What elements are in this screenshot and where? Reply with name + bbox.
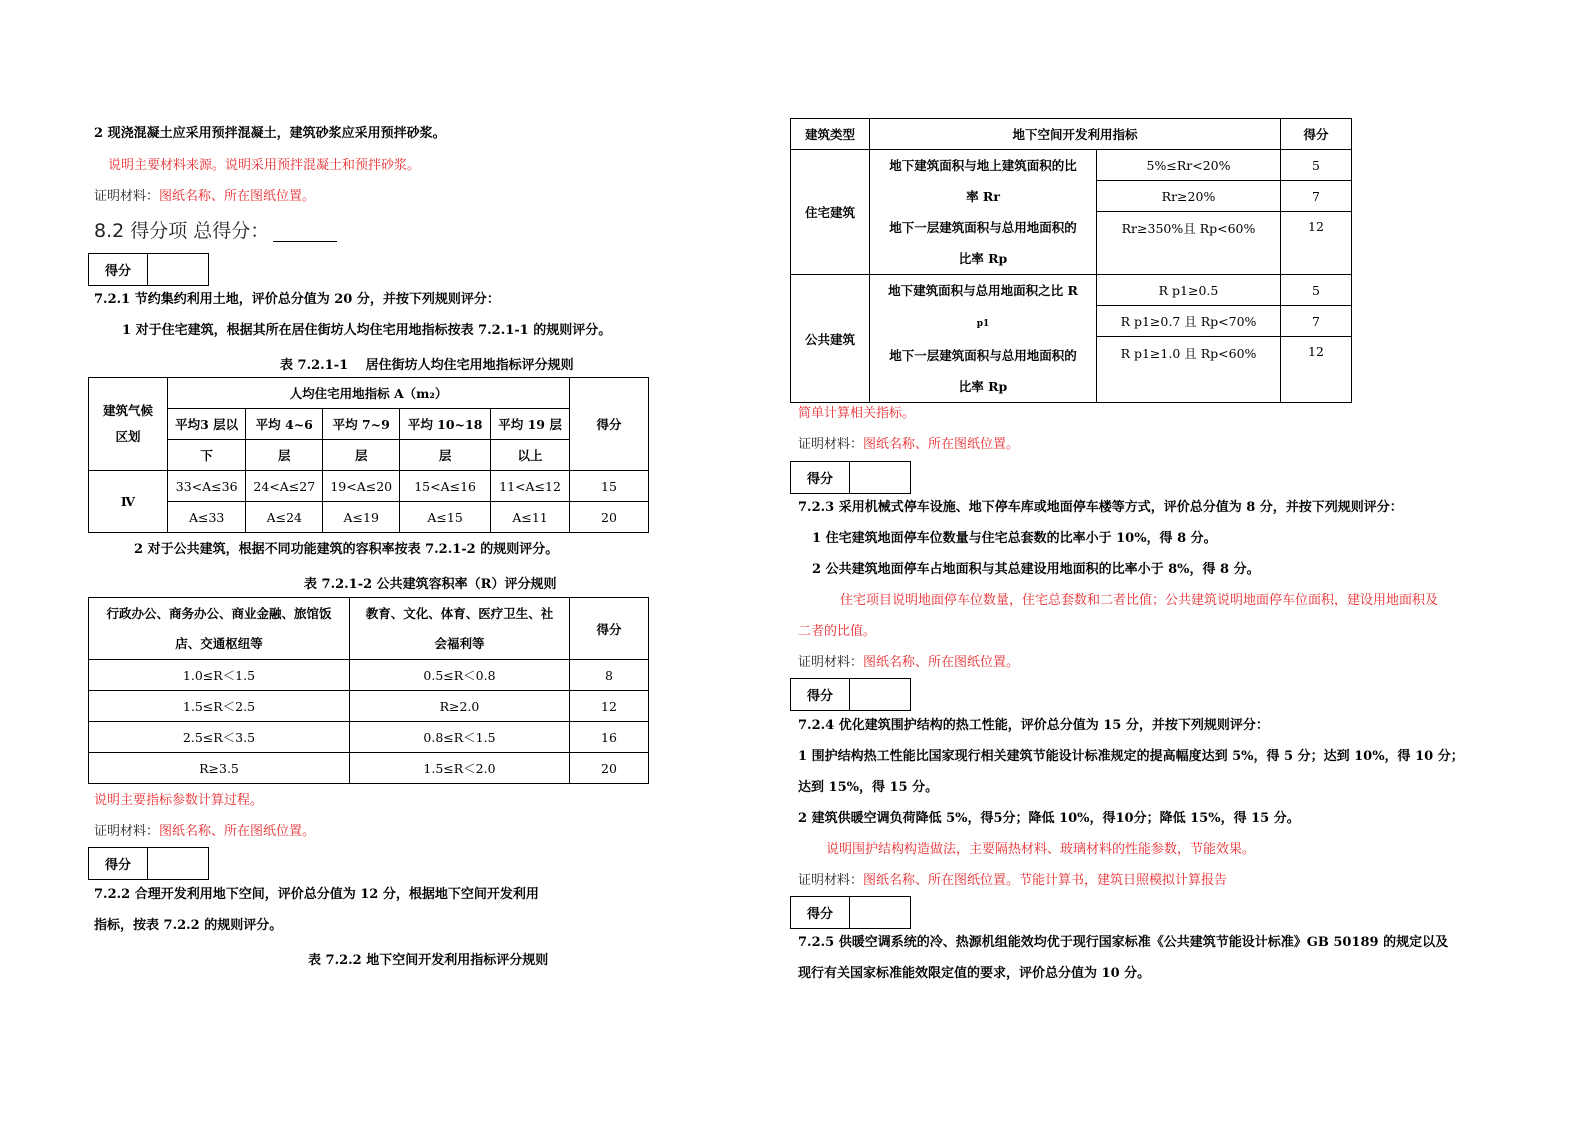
t1-col-2: 平均 4~6: [246, 409, 323, 440]
t3-header-score: 得分: [1281, 119, 1352, 150]
t2-cell: 1.0≤R＜1.5: [89, 660, 350, 691]
proof-text: 图纸名称、所在图纸位置。: [159, 189, 316, 204]
t1-col-3: 平均 7~9: [323, 409, 400, 440]
t1-col-1b: 下: [168, 440, 246, 471]
t2-cell: R≥2.0: [350, 691, 570, 722]
score-input[interactable]: [850, 897, 910, 928]
table-7-2-1-1: [88, 377, 649, 533]
t2-header-2: 教育、文化、体育、医疗卫生、社 会福利等: [350, 598, 570, 660]
clause-7-2-1: 7.2.1 节约集约利用土地，评价总分值为 20 分，并按下列规则评分：: [94, 292, 500, 307]
t1-col-5b: 以上: [491, 440, 570, 471]
score-label: 得分: [89, 254, 148, 285]
clause-7-2-4: 7.2.4 优化建筑围护结构的热工性能，评价总分值为 15 分，并按下列规则评分：: [798, 718, 1269, 733]
t1-cell: 11<A≤12: [491, 471, 570, 502]
score-input[interactable]: [850, 679, 910, 710]
t1-header-score: 得分: [570, 378, 649, 471]
score-box-3: 得分: [790, 461, 911, 494]
t1-cell: 24<A≤27: [246, 471, 323, 502]
clause-7-2-3-item2: 2 公共建筑地面停车占地面积与其总建设用地面积的比率小于 8%，得 8 分。: [812, 562, 1260, 577]
score-box-2: 得分: [88, 847, 209, 880]
clause-7-2-4-item2: 2 建筑供暖空调负荷降低 5%，得5分；降低 10%，得10分；降低 15%，得 15 分。: [798, 811, 1300, 826]
t3-cell: R p1≥0.7 且 Rp<70%: [1097, 306, 1281, 337]
score-input[interactable]: [148, 254, 208, 285]
t3-cell: Rr≥350%且 Rp<60%: [1097, 212, 1281, 275]
proof-line-3: 证明材料：图纸名称、所在图纸位置。: [798, 437, 1020, 452]
t2-cell: 12: [570, 691, 649, 722]
t2-header-1: 行政办公、商务办公、商业金融、旅馆饭 店、交通枢纽等: [89, 598, 350, 660]
t1-cell: A≤33: [168, 502, 246, 533]
note-simple-calc: 简单计算相关指标。: [798, 406, 916, 421]
t3-cell: 12: [1281, 212, 1352, 275]
score-input[interactable]: [148, 848, 208, 879]
t3-header-index: 地下空间开发利用指标: [870, 119, 1281, 150]
note-materials: 说明主要材料来源。说明采用预拌混凝土和预拌砂浆。: [108, 158, 421, 173]
t2-cell: R≥3.5: [89, 753, 350, 784]
t2-cell: 2.5≤R＜3.5: [89, 722, 350, 753]
clause-7-2-5-b: 现行有关国家标准能效限定值的要求，评价总分值为 10 分。: [798, 966, 1151, 981]
t1-header-group: 人均住宅用地指标 A（m₂）: [168, 378, 570, 409]
note-parking-b: 二者的比值。: [798, 624, 877, 639]
t1-col-4: 平均 10~18: [400, 409, 491, 440]
clause-7-2-3-item1: 1 住宅建筑地面停车位数量与住宅总套数的比率小于 10%，得 8 分。: [812, 531, 1217, 546]
clause-7-2-2-b: 指标，按表 7.2.2 的规则评分。: [94, 918, 283, 933]
clause-7-2-5-a: 7.2.5 供暖空调系统的冷、热源机组能效均优于现行国家标准《公共建筑节能设计标准》GB 50189 的规定以及: [798, 935, 1449, 950]
proof-line-4: 证明材料：图纸名称、所在图纸位置。: [798, 655, 1020, 670]
t1-cell: A≤24: [246, 502, 323, 533]
proof-line-2: 证明材料：图纸名称、所在图纸位置。: [94, 824, 316, 839]
t2-cell: 20: [570, 753, 649, 784]
score-input[interactable]: [850, 462, 910, 493]
t1-col-4b: 层: [400, 440, 491, 471]
t3-cell: R p1≥0.5: [1097, 275, 1281, 306]
section-title: [94, 220, 337, 242]
t1-cell: 19<A≤20: [323, 471, 400, 502]
t2-cell: 1.5≤R＜2.5: [89, 691, 350, 722]
table-7-2-1-2: [88, 597, 649, 784]
t1-zone: Ⅳ: [89, 471, 168, 533]
t1-header-zone: 建筑气候 区划: [89, 378, 168, 471]
table-7-2-1-2-caption: 表 7.2.1-2 公共建筑容积率（R）评分规则: [304, 577, 557, 592]
clause-7-2-4-item1b: 达到 15%，得 15 分。: [798, 780, 939, 795]
clause-7-2-1-item2: 2 对于公共建筑，根据不同功能建筑的容积率按表 7.2.1-2 的规则评分。: [134, 542, 559, 557]
table-7-2-1-1-caption: 表 7.2.1-1 居住街坊人均住宅用地指标评分规则: [280, 358, 574, 373]
t3-public: 公共建筑: [791, 275, 870, 403]
t2-cell: 16: [570, 722, 649, 753]
t3-res-index: 地下建筑面积与地上建筑面积的比 率 Rr 地下一层建筑面积与总用地面积的 比率 Rp: [870, 150, 1097, 275]
t2-cell: 0.5≤R＜0.8: [350, 660, 570, 691]
t2-cell: 8: [570, 660, 649, 691]
t1-cell: A≤15: [400, 502, 491, 533]
score-box-5: 得分: [790, 896, 911, 929]
item-2-text: 2 现浇混凝土应采用预拌混凝土，建筑砂浆应采用预拌砂浆。: [94, 126, 446, 141]
total-score-blank[interactable]: [273, 225, 337, 242]
score-box-1: [88, 253, 209, 286]
proof-line-1: [94, 189, 315, 205]
t3-cell: 5: [1281, 275, 1352, 306]
proof-line-5: 证明材料：图纸名称、所在图纸位置。节能计算书，建筑日照模拟计算报告: [798, 873, 1228, 888]
t1-col-3b: 层: [323, 440, 400, 471]
clause-7-2-1-item1: 1 对于住宅建筑，根据其所在居住街坊人均住宅用地指标按表 7.2.1-1 的规则评分。: [122, 323, 612, 338]
t3-cell: Rr≥20%: [1097, 181, 1281, 212]
t1-cell: A≤11: [491, 502, 570, 533]
t1-cell: A≤19: [323, 502, 400, 533]
clause-7-2-2-a: 7.2.2 合理开发利用地下空间，评价总分值为 12 分，根据地下空间开发利用: [94, 887, 539, 902]
t2-cell: 1.5≤R＜2.0: [350, 753, 570, 784]
t3-cell: 7: [1281, 181, 1352, 212]
t3-header-type: 建筑类型: [791, 119, 870, 150]
t3-cell: 5: [1281, 150, 1352, 181]
t2-cell: 0.8≤R＜1.5: [350, 722, 570, 753]
section-title-text: 8.2 得分项 总得分：: [94, 220, 270, 242]
note-envelope: 说明围护结构构造做法，主要隔热材料、玻璃材料的性能参数，节能效果。: [826, 842, 1256, 857]
t3-pub-index: 地下建筑面积与总用地面积之比 R p1 地下一层建筑面积与总用地面积的 比率 Rp: [870, 275, 1097, 403]
proof-label: 证明材料：: [94, 189, 160, 204]
clause-7-2-3: 7.2.3 采用机械式停车设施、地下停车库或地面停车楼等方式，评价总分值为 8 分，并按下列规则评分：: [798, 500, 1403, 515]
clause-7-2-4-item1a: 1 围护结构热工性能比国家现行相关建筑节能设计标准规定的提高幅度达到 5%，得 5 分；达到 10%，得 10 分；: [798, 749, 1464, 764]
score-box-4: 得分: [790, 678, 911, 711]
t3-cell: R p1≥1.0 且 Rp<60%: [1097, 337, 1281, 403]
t1-cell: 15: [570, 471, 649, 502]
t1-cell: 33<A≤36: [168, 471, 246, 502]
t3-cell: 7: [1281, 306, 1352, 337]
t2-header-3: 得分: [570, 598, 649, 660]
t1-cell: 15<A≤16: [400, 471, 491, 502]
t1-col-5: 平均 19 层: [491, 409, 570, 440]
t1-cell: 20: [570, 502, 649, 533]
t3-residential: 住宅建筑: [791, 150, 870, 275]
t1-col-2b: 层: [246, 440, 323, 471]
note-parking-a: 住宅项目说明地面停车位数量，住宅总套数和二者比值；公共建筑说明地面停车位面积，建设用地面积及: [840, 593, 1439, 608]
t3-cell: 12: [1281, 337, 1352, 403]
t3-cell: 5%≤Rr<20%: [1097, 150, 1281, 181]
table-7-2-2: [790, 118, 1352, 403]
t1-col-1: 平均3 层以: [168, 409, 246, 440]
note-calc: 说明主要指标参数计算过程。: [94, 793, 264, 808]
table-7-2-2-caption: 表 7.2.2 地下空间开发利用指标评分规则: [308, 953, 549, 968]
